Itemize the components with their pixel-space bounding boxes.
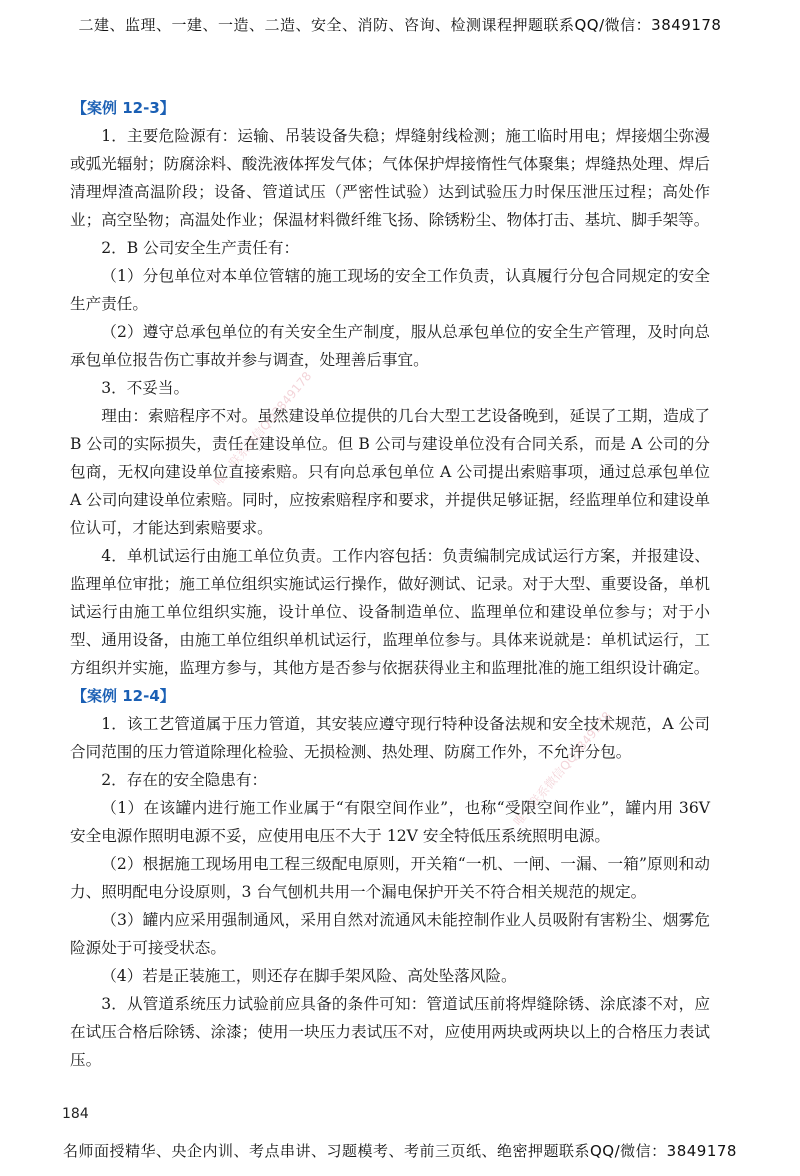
document-body	[70, 94, 710, 1074]
paragraph: 3．不妥当。	[101, 379, 190, 397]
paragraph: 1．该工艺管道属于压力管道，其安装应遵守现行特种设备法规和安全技术规范，A 公司合同范围的压力管道除理化检验、无损检测、热处理、防腐工作外，不允许分包。	[70, 715, 710, 761]
case-12-4	[70, 682, 710, 1074]
case-title: 【案例 12-4】	[72, 687, 175, 705]
case-12-3	[70, 94, 710, 682]
paragraph: 3．从管道系统压力试验前应具备的条件可知：管道试压前将焊缝除锈、涂底漆不对，应在试压合格后除锈、涂漆；使用一块压力表试压不对，应使用两块或两块以上的合格压力表试压。	[70, 995, 710, 1069]
paragraph: （1）分包单位对本单位管辖的施工现场的安全工作负责，认真履行分包合同规定的安全生产责任。	[70, 267, 710, 313]
paragraph: （1）在该罐内进行施工作业属于“有限空间作业”，也称“受限空间作业”，罐内用 36V 安全电源作照明电源不妥，应使用电压不大于 12V 安全特低压系统照明电源。	[70, 799, 710, 845]
page-number: 184	[62, 1106, 89, 1122]
paragraph: 1．主要危险源有：运输、吊装设备失稳；焊缝射线检测；施工临时用电；焊接烟尘弥漫或弧光辐射；防腐涂料、酸洗液体挥发气体；气体保护焊接惰性气体聚集；焊缝热处理、焊后清理焊渣高温阶段；设备、管道试压（严密性试验）达到试验压力时保压泄压过程；高处作业；高空坠物；高温处作业；保温材料微纤维飞扬、除锈粉尘、物体打击、基坑、脚手架等。	[70, 127, 710, 229]
paragraph: （2）遵守总承包单位的有关安全生产制度，服从总承包单位的安全生产管理，及时向总承包单位报告伤亡事故并参与调查，处理善后事宜。	[70, 323, 710, 369]
paragraph: （2）根据施工现场用电工程三级配电原则，开关箱“一机、一闸、一漏、一箱”原则和动力、照明配电分设原则，3 台气刨机共用一个漏电保护开关不符合相关规范的规定。	[70, 855, 710, 901]
watermark: 唯一联系微信QQ3849178	[210, 369, 315, 489]
header-banner: 二建、监理、一建、一造、二造、安全、消防、咨询、检测课程押题联系QQ/微信：3849178	[78, 16, 722, 34]
paragraph: 2．存在的安全隐患有：	[101, 771, 268, 789]
watermark: 唯一联系微信QQ3849178	[510, 709, 615, 829]
paragraph: 4．单机试运行由施工单位负责。工作内容包括：负责编制完成试运行方案，并报建设、监理单位审批；施工单位组织实施试运行操作，做好测试、记录。对于大型、重要设备，单机试运行由施工单位组织实施，设计单位、设备制造单位、监理单位和建设单位参与；对于小型、通用设备，由施工单位组织单机试运行，监理单位参与。具体来说就是：单机试运行，工方组织并实施，监理方参与，其他方是否参与依据获得业主和监理批准的施工组织设计确定。	[70, 547, 710, 677]
paragraph: （3）罐内应采用强制通风，采用自然对流通风未能控制作业人员吸附有害粉尘、烟雾危险源处于可接受状态。	[70, 911, 710, 957]
footer-banner: 名师面授精华、央企内训、考点串讲、习题模考、考前三页纸、绝密押题联系QQ/微信：3849178	[63, 1142, 737, 1160]
case-title: 【案例 12-3】	[72, 99, 175, 117]
paragraph: 2．B 公司安全生产责任有：	[101, 239, 300, 257]
paragraph: （4）若是正装施工，则还存在脚手架风险、高处坠落风险。	[101, 967, 517, 985]
paragraph: 理由：索赔程序不对。虽然建设单位提供的几台大型工艺设备晚到，延误了工期，造成了 B 公司的实际损失，责任在建设单位。但 B 公司与建设单位没有合同关系，而是 A 公司的分包商，无权向建设单位直接索赔。只有向总承包单位 A 公司提出索赔事项，通过总承包单位 A 公司向建设单位索赔。同时，应按索赔程序和要求，并提供足够证据，经监理单位和建设单位认可，才能达到索赔要求。	[70, 407, 710, 537]
